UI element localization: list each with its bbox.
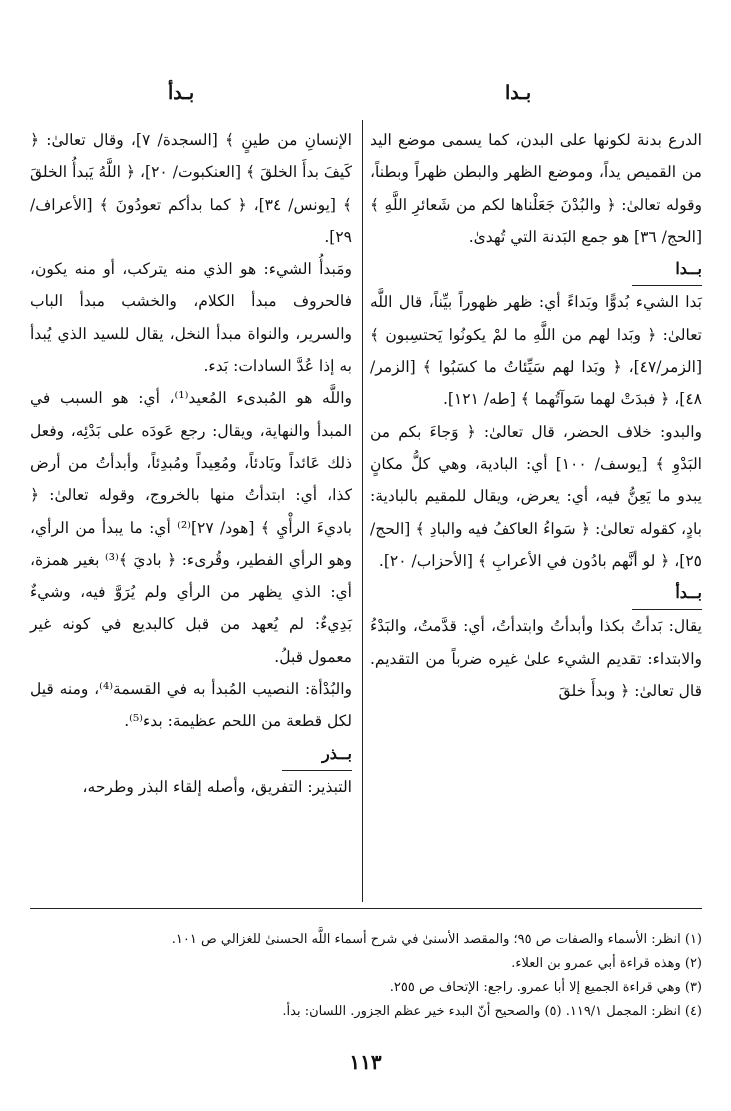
footnote-rule [30, 908, 702, 909]
paragraph: والبدو: خلاف الحضر، قال تعالىٰ: ﴿ وَجاءَ بكم من البَدْوِ ﴾ [يوسف/ ١٠٠] أي: البادية، وهي كلُّ مكانٍ يبدو ما يَعِنُّ فيه، أي: يعرض، ويقال للمقيم بالبادية: بادٍ، كقوله تعالىٰ: ﴿ سَواءُ العاكفُ فيه والبادِ ﴾ [الحج/ ٢٥]، ﴿ لو أنَّهم بادُون في الأعرابِ ﴾ [الأحزاب/ ٢٠]. [370, 422, 702, 570]
footnote: (٣) وهي قراءة الجميع إلا أبا عمرو. راجع: الإتحاف ص ٢٥٥. [389, 980, 702, 995]
footnote: (٤) انظر: المجمل ١١٩/١. (٥) والصحيح أنّ البدء خير عظم الجزور. اللسان: بدأ. [282, 1004, 702, 1019]
paragraph: ومَبدأُ الشيء: هو الذي منه يتركب، أو منه يكون، فالحروف مبدأ الكلام، والخشب مبدأ الباب والسرير، والنواة مبدأ النخل، يقال للسيد الذي يُبدأ به إذا عُدَّ السادات: بَدء. [30, 260, 352, 376]
running-header-right: بـدا [505, 82, 532, 104]
running-header-left: بـدأ [168, 82, 195, 104]
footnote: (١) انظر: الأسماء والصفات ص ٩٥؛ والمقصد الأسنىٰ في شرح أسماء اللَّه الحسنىٰ للغزالي ص ١٠١. [171, 932, 702, 947]
entry-heading: بــدأ [632, 577, 702, 610]
entry-heading: بــذر [282, 738, 352, 771]
paragraph: والبُدْأة: النصيب المُبدأ به في القسمة⁽⁴⁾، ومنه قيل لكل قطعة من اللحم عظيمة: بدء⁽⁵⁾. [30, 680, 352, 731]
paragraph: يقال: بَدأتُ بكذا وأبدأتُ وابتدأتُ، أي: قدَّمتُ، والبَدْءُ والابتداء: تقديم الشيء علىٰ غيره ضرباً من التقديم. قال تعالىٰ: ﴿ وبدأَ خلقَ [370, 617, 702, 701]
entry-heading: بــدا [632, 253, 702, 286]
footnotes [30, 928, 702, 1024]
paragraph: بَدا الشيء بُدوًّا وبَداءً أي: ظهر ظهوراً بيِّناً، قال اللَّه تعالىٰ: ﴿ وبَدا لهم من اللَّهِ ما لمْ يكونُوا يَحتسِبون ﴾ [الزمر/٤٧]، ﴿ وبَدا لهم سَيِّئاتُ ما كسَبُوا ﴾ [الزمر/ ٤٨]، ﴿ فبدَتْ لهما سَوآتُهما ﴾ [طه/ ١٢١]. [370, 293, 702, 409]
paragraph: الإنسانِ من طينٍ ﴾ [السجدة/ ٧]، وقال تعالىٰ: ﴿ كَيفَ بدأَ الخلقَ ﴾ [العنكبوت/ ٢٠]، ﴿ اللَّهُ يَبدأُ الخلقَ ﴾ [يونس/ ٣٤]، ﴿ كما بدأكم تعودُونَ ﴾ [الأعراف/ ٢٩]. [30, 131, 352, 246]
page-number: ١١٣ [349, 1050, 382, 1074]
paragraph: الدرع بدنة لكونها على البدن، كما يسمى موضع اليد من القميص يداً، وموضع الظهر والبطن ظهراً وبطناً، وقوله تعالىٰ: ﴿ والبُدْنَ جَعَلْناها لكم من شَعائرِ اللَّهِ ﴾ [الحج/ ٣٦] هو جمع البَدنة التي تُهدىٰ. [370, 131, 702, 246]
column-divider [362, 120, 363, 902]
paragraph: واللَّه هو المُبدىء المُعيد⁽¹⁾، أي: هو السبب في المبدأ والنهاية، ويقال: رجع عَودَه على بَدْئِه، وفعل ذلك عَائداً وبَادئاً، ومُعِيداً ومُبدِئاً، وأبدأتُ من أرض كذا، أي: ابتدأتُ منها بالخروج، وقوله تعالىٰ: ﴿ باديءَ الرأْيِ ﴾ [هود/ ٢٧]⁽²⁾ أي: ما يبدأ من الرأي، وهو الرأي الفطير، وقُرىء: ﴿ باديَ ﴾⁽³⁾ بغير همزة، أي: الذي يظهر من الرأي ولم يُرَوَّ فيه، وشيءٌ بَدِيءٌ: لم يُعهد من قبل كالبديع في كونه غير معمول قبلُ. [30, 389, 352, 666]
right-column [370, 124, 702, 707]
left-column [30, 124, 352, 803]
paragraph: التبذير: التفريق، وأصله إلقاء البذر وطرحه، [82, 777, 352, 796]
footnote: (٢) وهذه قراءة أبي عمرو بن العلاء. [511, 956, 702, 971]
